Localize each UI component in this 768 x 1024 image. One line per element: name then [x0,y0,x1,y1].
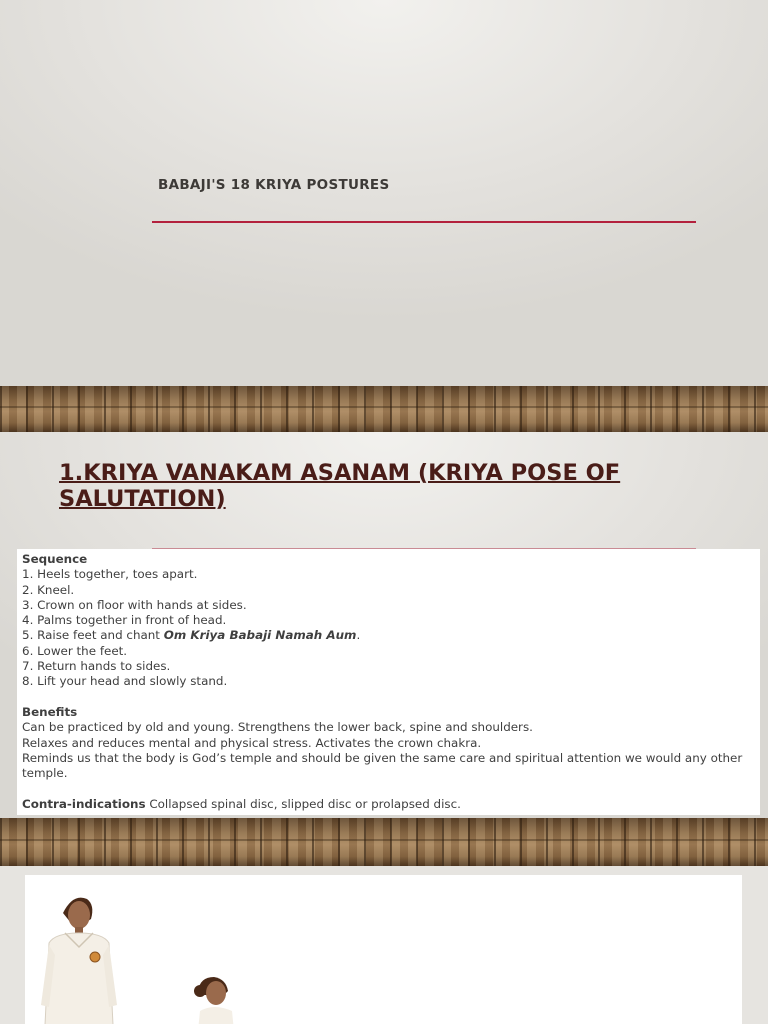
sequence-step: 8. Lift your head and slowly stand. [22,674,228,689]
contra-heading: Contra-indications [22,796,146,811]
wood-floor-divider [0,386,768,432]
sequence-step-5 [22,628,755,643]
sequence-step: 4. Palms together in front of head. [22,613,227,628]
posture-slide [0,432,768,818]
posture-photo [25,875,742,1024]
wood-floor-divider [0,818,768,866]
sequence-step: 7. Return hands to sides. [22,659,171,674]
sequence-step: 1. Heels together, toes apart. [22,567,198,582]
photo-slide [0,866,768,1024]
benefits-line: Can be practiced by old and young. Strengthens the lower back, spine and shoulders. [22,720,533,735]
step5-suffix: . [356,628,361,643]
posture-title: 1.KRIYA VANAKAM ASANAM (KRIYA POSE OF SALUTATION) [59,460,621,512]
kneeling-person-photo [190,971,240,1024]
step5-prefix: 5. Raise feet and chant [22,628,164,643]
title-slide [0,0,768,386]
title-divider [152,221,696,223]
sequence-step: 2. Kneel. [22,582,75,597]
sequence-step: 3. Crown on floor with hands at sides. [22,597,247,612]
benefits-line: Reminds us that the body is God’s temple and should be given the same care and spiritual attention we would any other temple. [22,750,743,781]
mantra-text: Om Kriya Babaji Namah Aum [163,628,357,643]
sequence-heading: Sequence [22,552,88,566]
contra-indications [22,797,755,812]
posture-content [17,549,760,815]
benefits-line: Relaxes and reduces mental and physical stress. Activates the crown chakra. [22,735,482,750]
standing-person-photo [35,885,125,1024]
benefits-heading: Benefits [22,704,78,719]
sequence-step: 6. Lower the feet. [22,643,128,658]
deck-title: BABAJI'S 18 KRIYA POSTURES [158,177,390,193]
contra-text: Collapsed spinal disc, slipped disc or prolapsed disc. [145,796,461,811]
